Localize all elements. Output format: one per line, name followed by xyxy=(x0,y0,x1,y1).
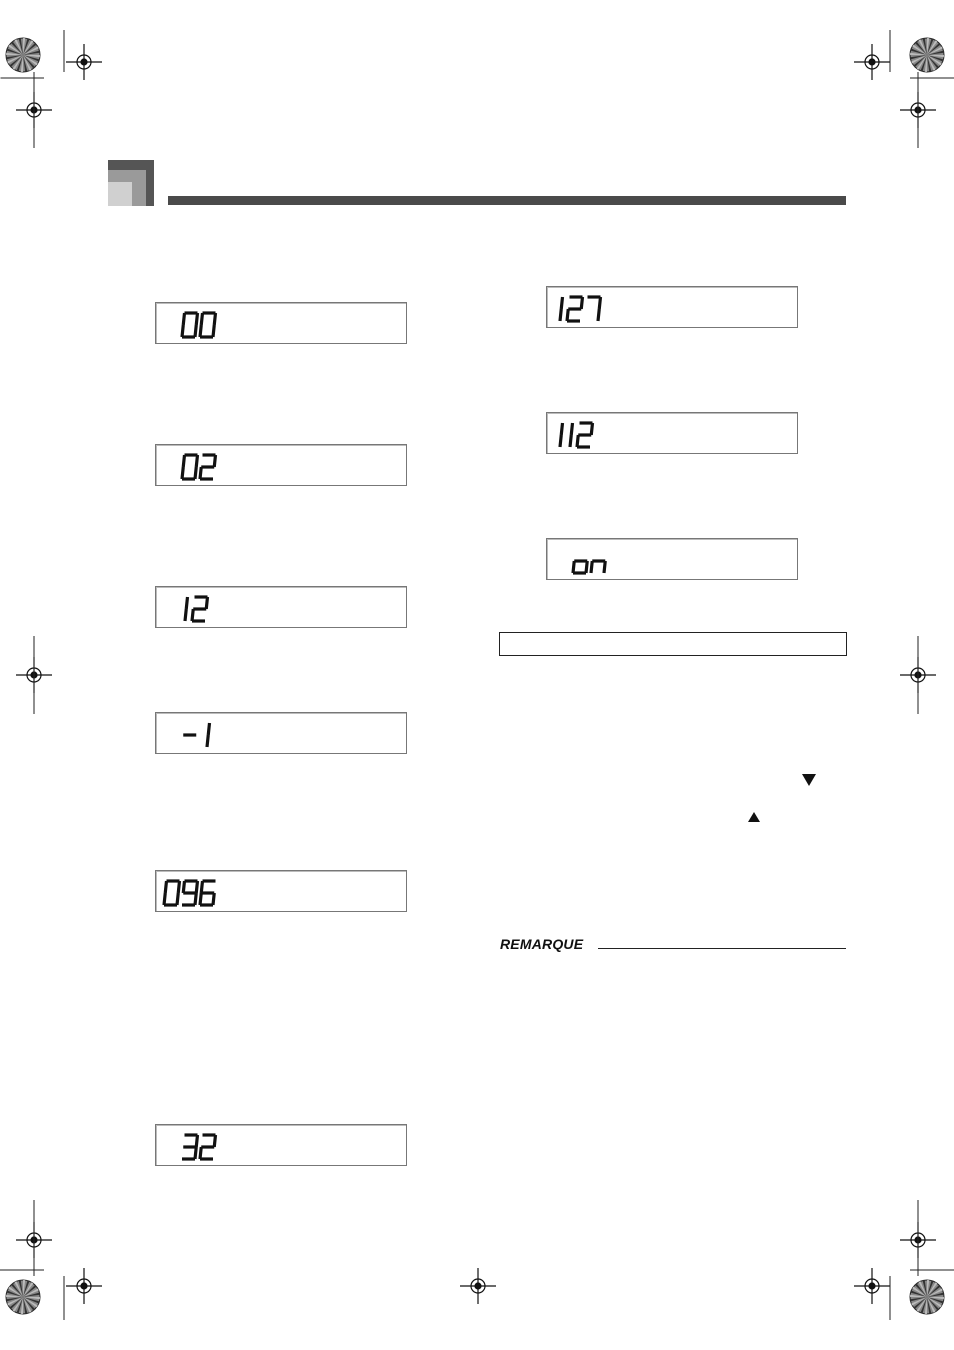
remarque-heading: REMARQUE xyxy=(500,936,584,952)
